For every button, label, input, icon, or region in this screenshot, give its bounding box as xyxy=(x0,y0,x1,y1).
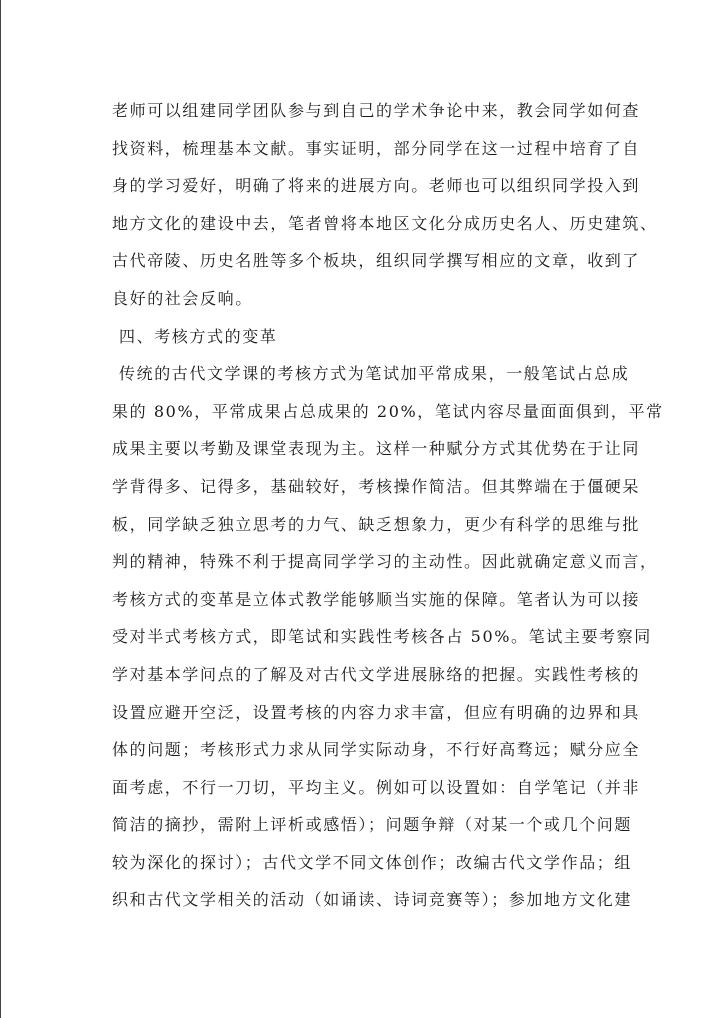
text-line: 板，同学缺乏独立思考的力气、缺乏想象力，更少有科学的思维与批 xyxy=(112,514,641,534)
document-body xyxy=(112,92,664,919)
text-line: 成果主要以考勤及课堂表现为主。这样一种赋分方式其优势在于让同 xyxy=(112,439,641,459)
text-line: 找资料，梳理基本文献。事实证明，部分同学在这一过程中培育了自 xyxy=(112,138,641,158)
text-line: 学背得多、记得多，基础较好，考核操作简洁。但其弊端在于僵硬呆 xyxy=(112,476,641,496)
text-line: 较为深化的探讨）；古代文学不同文体创作；改编古代文学作品；组 xyxy=(112,852,633,872)
text-line: 面考虑，不行一刀切，平均主义。例如可以设置如：自学笔记（并非 xyxy=(112,777,641,797)
text-line: 体的问题；考核形式力求从同学实际动身，不行好高骛远；赋分应全 xyxy=(112,740,641,760)
text-line: 果的 80%，平常成果占总成果的 20%，笔试内容尽量面面俱到，平常 xyxy=(112,401,664,421)
text-line: 地方文化的建设中去，笔者曾将本地区文化分成历史名人、历史建筑、 xyxy=(112,213,658,233)
text-line: 良好的社会反响。 xyxy=(112,288,253,308)
text-line: 古代帝陵、历史名胜等多个板块，组织同学撰写相应的文章，收到了 xyxy=(112,251,641,271)
text-line: 传统的古代文学课的考核方式为笔试加平常成果，一般笔试占总成 xyxy=(119,364,630,384)
text-line: 简洁的摘抄，需附上评析或感悟）；问题争辩（对某一个或几个问题 xyxy=(112,815,633,835)
text-line: 受对半式考核方式，即笔试和实践性考核各占 50%。笔试主要考察同 xyxy=(112,627,652,647)
text-line: 身的学习爱好，明确了将来的进展方向。老师也可以组织同学投入到 xyxy=(112,176,641,196)
paragraph-2 xyxy=(112,355,664,919)
text-line: 学对基本学问点的了解及对古代文学进展脉络的把握。实践性考核的 xyxy=(112,664,641,684)
text-line: 老师可以组建同学团队参与到自己的学术争论中来，教会同学如何查 xyxy=(112,101,641,120)
text-line: 织和古代文学相关的活动（如诵读、诗词竞赛等）；参加地方文化建 xyxy=(112,890,633,910)
paragraph-1 xyxy=(112,92,658,318)
text-line: 考核方式的变革是立体式教学能够顺当实施的保障。笔者认为可以接 xyxy=(112,589,641,609)
page-left-border xyxy=(0,0,1,1018)
text-line: 设置应避开空泛，设置考核的内容力求丰富，但应有明确的边界和具 xyxy=(112,702,641,722)
section-heading xyxy=(112,318,622,356)
section-heading-text: 四、考核方式的变革 xyxy=(119,326,278,346)
text-line: 判的精神，特殊不利于提高同学学习的主动性。因此就确定意义而言， xyxy=(112,552,658,572)
